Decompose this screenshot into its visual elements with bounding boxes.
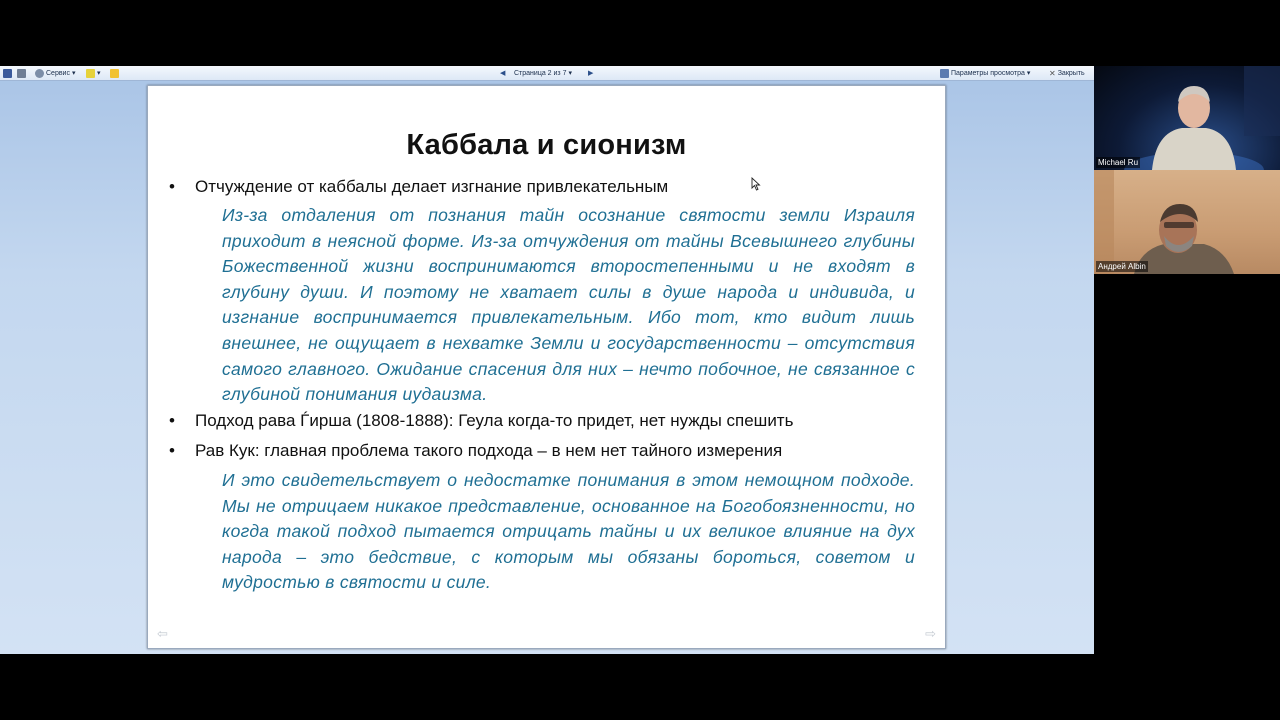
participant-video-tile[interactable] <box>1094 170 1280 274</box>
next-page-button[interactable] <box>588 66 593 80</box>
bullet-text: Рав Кук: главная проблема такого подхода – в нем нет тайного измерения <box>195 441 783 460</box>
reading-toolbar <box>0 66 1094 81</box>
document-reading-window <box>0 66 1094 654</box>
slide-title: Каббала и сионизм <box>406 129 687 161</box>
wrench-icon <box>35 69 44 78</box>
bullet-item <box>169 411 793 431</box>
highlight-button[interactable] <box>86 66 101 80</box>
chevron-down-icon: ▾ <box>97 69 101 77</box>
bullet-text: Отчуждение от каббалы делает изгнание привлекательным <box>195 177 669 196</box>
highlighter-icon <box>86 69 95 78</box>
page-indicator: Страница 2 из 7 <box>514 69 567 77</box>
prev-page-button[interactable] <box>500 66 505 80</box>
close-button[interactable] <box>1049 66 1085 80</box>
bullet-icon: • <box>169 177 175 196</box>
person-silhouette-icon <box>1094 170 1280 274</box>
quote-paragraph: И это свидетельствует о недостатке понимания в этом немощном подходе. Мы не отрицаем никакое представление, основанное на Богобоязненности, но когда такой подход пытается отрицать тайны и их великое влияние на дух народа – это бедствие, с которым мы обязаны бороться, советом и мудростью в святости и силе. <box>222 470 915 593</box>
print-icon <box>17 69 26 78</box>
quote-paragraph: Из-за отдаления от познания тайн осознание святости земли Израиля приходит в неясной форме. Из-за отчуждения от тайны Всевышнего глубины Божественной жизни воспринимаются второстепенными и не входят в глубину души. И поэтому не хватает силы в душе народа и индивида, и изгнание воспринимается привлекательным. Ибо тот, кто видит лишь внешнее, не ощущает в нехватке Земли и государственности – отсутствия самого главного. Ожидание спасения для них – нечто побочное, не связанное с глубиной понимания иудаизма. <box>222 205 915 405</box>
triangle-left-icon: ◀ <box>500 69 506 77</box>
view-options-icon <box>940 69 949 78</box>
page-indicator-button[interactable] <box>514 66 572 80</box>
person-silhouette-icon <box>1094 66 1280 170</box>
comment-icon <box>110 69 119 78</box>
mouse-cursor-icon <box>751 177 761 191</box>
bullet-icon: • <box>169 411 175 430</box>
participant-name: Michael Ru <box>1098 158 1139 167</box>
bullet-item <box>169 441 782 461</box>
slide-page <box>147 85 946 649</box>
bullet-item <box>169 177 668 197</box>
close-icon: ✕ <box>1049 68 1056 78</box>
view-options-button[interactable] <box>940 66 1030 80</box>
save-icon <box>3 69 12 78</box>
chevron-down-icon: ▾ <box>1026 69 1031 77</box>
triangle-right-icon: ▶ <box>588 69 594 77</box>
tools-menu-label: Сервис <box>46 69 70 77</box>
bullet-text: Подход рава Ѓирша (1808-1888): Геула когда-то придет, нет нужды спешить <box>195 411 794 430</box>
chevron-down-icon: ▾ <box>568 69 572 77</box>
chevron-down-icon: ▾ <box>71 69 76 77</box>
next-screen-arrow-icon[interactable]: ⇨ <box>925 626 936 641</box>
view-options-label: Параметры просмотра <box>951 69 1025 77</box>
close-label: Закрыть <box>1057 69 1085 77</box>
participant-name: Андрей Albin <box>1098 262 1146 271</box>
comment-button[interactable] <box>110 66 119 80</box>
prev-screen-arrow-icon[interactable]: ⇦ <box>157 626 168 641</box>
save-button[interactable] <box>3 66 12 80</box>
participant-video-tile[interactable] <box>1094 66 1280 170</box>
tools-menu-button[interactable] <box>35 66 76 80</box>
bullet-icon: • <box>169 441 175 460</box>
print-button[interactable] <box>17 66 26 80</box>
